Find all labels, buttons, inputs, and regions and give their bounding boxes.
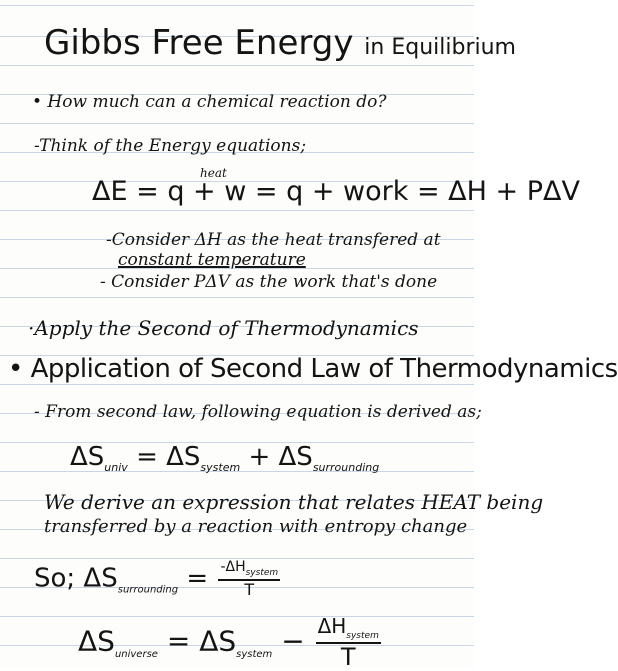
entropy-universe-equation [70,444,379,473]
energy-equation: ΔE = q + w = q + work = ΔH + PΔV [92,176,580,207]
eq2-surrounding: + ΔS [240,442,313,472]
eq3-lhs: So; ΔS [34,563,118,594]
eq4-num-text: ΔH [317,614,347,638]
eq2-lhs-sub: univ [104,461,128,475]
consider-enthalpy-continued: constant temperature [118,250,306,270]
eq3-lhs-sub: surrounding [117,584,179,596]
eq4-fraction [316,616,381,669]
eq4-num-sub: system [346,631,379,641]
eq2-system-sub: system [200,461,241,475]
eq3-fraction [218,560,280,598]
bullet-question: • How much can a chemical reaction do? [32,92,387,112]
eq4-lhs: ΔS [78,624,115,658]
eq4-system: = ΔS [157,624,237,658]
eq4-denominator: T [340,643,356,671]
eq4-minus: − [272,624,314,658]
heat-annotation: heat [200,166,227,180]
eq4-numerator [316,616,381,644]
consider-work: - Consider PΔV as the work that's done [100,272,438,292]
bullet-apply-second-law: ·Apply the Second of Thermodynamics [28,316,419,340]
eq3-denominator: T [244,579,255,599]
consider-enthalpy: -Consider ΔH as the heat transfered at [106,230,441,250]
bullet-derived-equation: - From second law, following equation is derived as; [34,402,482,422]
page-title [44,23,516,63]
eq2-lhs: ΔS [70,442,105,472]
universe-entropy-equation [78,616,383,669]
surrounding-entropy-equation [34,560,282,598]
eq3-numerator [218,560,280,581]
eq3-num-sub: system [245,567,279,578]
eq2-system: = ΔS [127,442,201,472]
heading-application-second-law: • Application of Second Law of Thermodynamics [8,354,618,384]
eq3-num-text: -ΔH [220,559,246,575]
eq2-surrounding-sub: surrounding [312,461,380,475]
paragraph-line-1: We derive an expression that relates HEAT being [44,490,544,514]
eq4-system-sub: system [236,649,273,661]
eq4-lhs-sub: universe [114,649,158,661]
title-main: Gibbs Free Energy [44,23,354,63]
paragraph-line-2: transferred by a reaction with entropy change [44,516,468,537]
eq3-equals: = [178,563,217,594]
bullet-energy-equations: -Think of the Energy equations; [34,136,307,156]
title-sub: in Equilibrium [364,35,516,60]
